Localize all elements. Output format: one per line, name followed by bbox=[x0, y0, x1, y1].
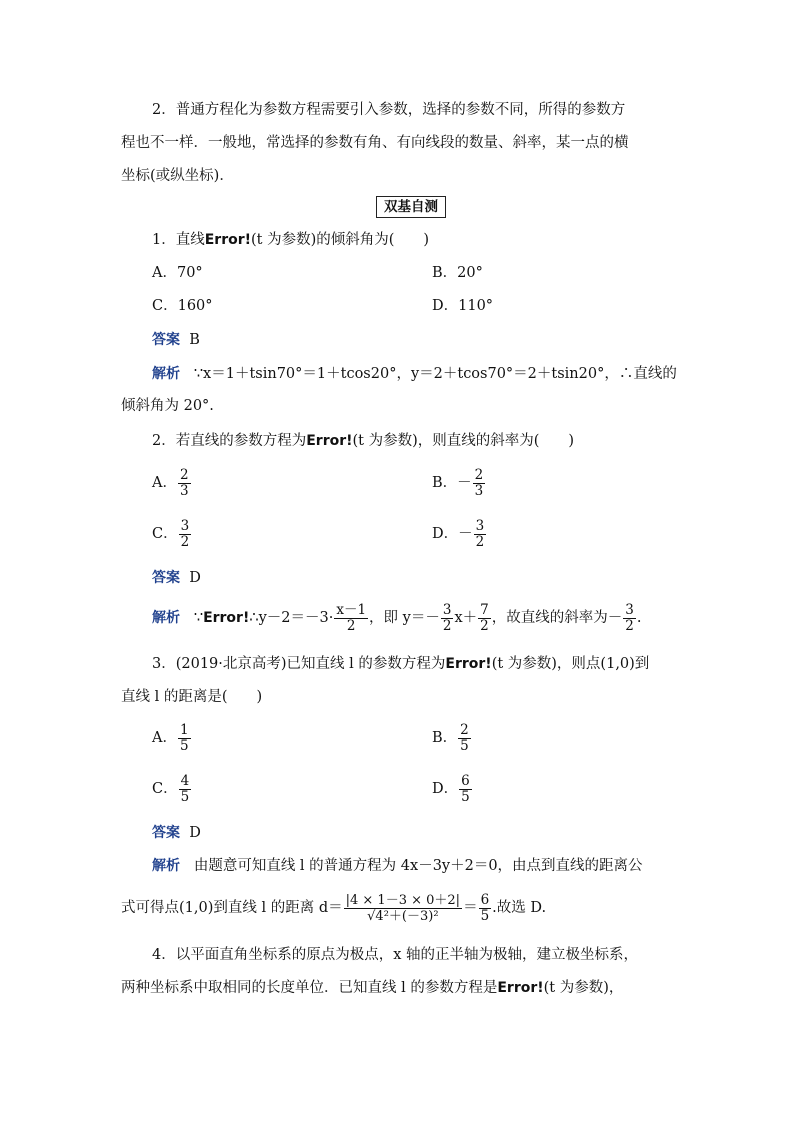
q3-analysis-cont: 式可得点(1,0)到直线 l 的距离 d＝ $\frac{|4 \times 1-3 \times 0+2|}{\text{√4²＋(－3)²}}$ ＝ $\frac{6}{5}$ .故选 D. bbox=[121, 891, 547, 924]
q2-option-d: D．－ $\frac{3}{2}$ bbox=[432, 517, 485, 550]
q4-stem-cont: 两种坐标系中取相同的长度单位．已知直线 l 的参数方程是Error!(t 为参数)， bbox=[121, 980, 624, 996]
q2-option-a: A． $\frac{2}{3}$ bbox=[152, 466, 189, 499]
q3-analysis: 解析 由题意可知直线 l 的普通方程为 4x－3y＋2＝0，由点到直线的距离公 bbox=[152, 858, 643, 874]
q1-analysis: 解析 ∵x＝1＋tsin70°＝1＋tcos20°，y＝2＋tcos70°＝2＋tsin20°，∴直线的 bbox=[152, 366, 677, 382]
q1-stem: 1．直线Error!(t 为参数)的倾斜角为( ) bbox=[152, 232, 430, 248]
q1-analysis-cont: 倾斜角为 20°. bbox=[121, 398, 214, 414]
q2-stem: 2．若直线的参数方程为Error!(t 为参数)，则直线的斜率为( ) bbox=[152, 433, 575, 449]
q3-stem-cont: 直线 l 的距离是( ) bbox=[121, 689, 263, 705]
q3-option-c: C． $\frac{4}{5}$ bbox=[152, 772, 190, 805]
intro-line-3: 坐标(或纵坐标)． bbox=[121, 168, 234, 184]
q3-option-a: A． $\frac{1}{5}$ bbox=[152, 721, 189, 754]
intro-line-2: 程也不一样．一般地，常选择的参数有角、有向线段的数量、斜率，某一点的横 bbox=[121, 135, 629, 151]
q1-option-c: C．160° bbox=[152, 298, 213, 314]
q3-option-b: B． $\frac{2}{5}$ bbox=[432, 721, 469, 754]
q2-analysis: 解析 ∵Error!∴y－2＝－3· $\frac{x-1}{2}$ ，即 y＝－ $\frac{3}{2}$ x＋ $\frac{7}{2}$ ，故直线的斜率为－ $\frac{3}{2}$ . bbox=[152, 601, 642, 634]
q4-stem: 4．以平面直角坐标系的原点为极点，x 轴的正半轴为极轴，建立极坐标系， bbox=[152, 947, 639, 963]
q3-answer: 答案 D bbox=[152, 825, 201, 841]
intro-line-1: 2．普通方程化为参数方程需要引入参数，选择的参数不同，所得的参数方 bbox=[152, 102, 626, 118]
q1-option-a: A．70° bbox=[152, 265, 203, 281]
q1-option-b: B．20° bbox=[432, 265, 483, 281]
q2-option-c: C． $\frac{3}{2}$ bbox=[152, 517, 190, 550]
q3-option-d: D． $\frac{6}{5}$ bbox=[432, 772, 470, 805]
q3-stem: 3．(2019·北京高考)已知直线 l 的参数方程为Error!(t 为参数)，则点(1,0)到 bbox=[152, 656, 650, 672]
section-title: 双基自测 bbox=[376, 196, 446, 218]
q1-answer: 答案 B bbox=[152, 332, 200, 348]
q2-option-b: B．－ $\frac{2}{3}$ bbox=[432, 466, 484, 499]
q2-answer: 答案 D bbox=[152, 570, 201, 586]
q1-option-d: D．110° bbox=[432, 298, 494, 314]
